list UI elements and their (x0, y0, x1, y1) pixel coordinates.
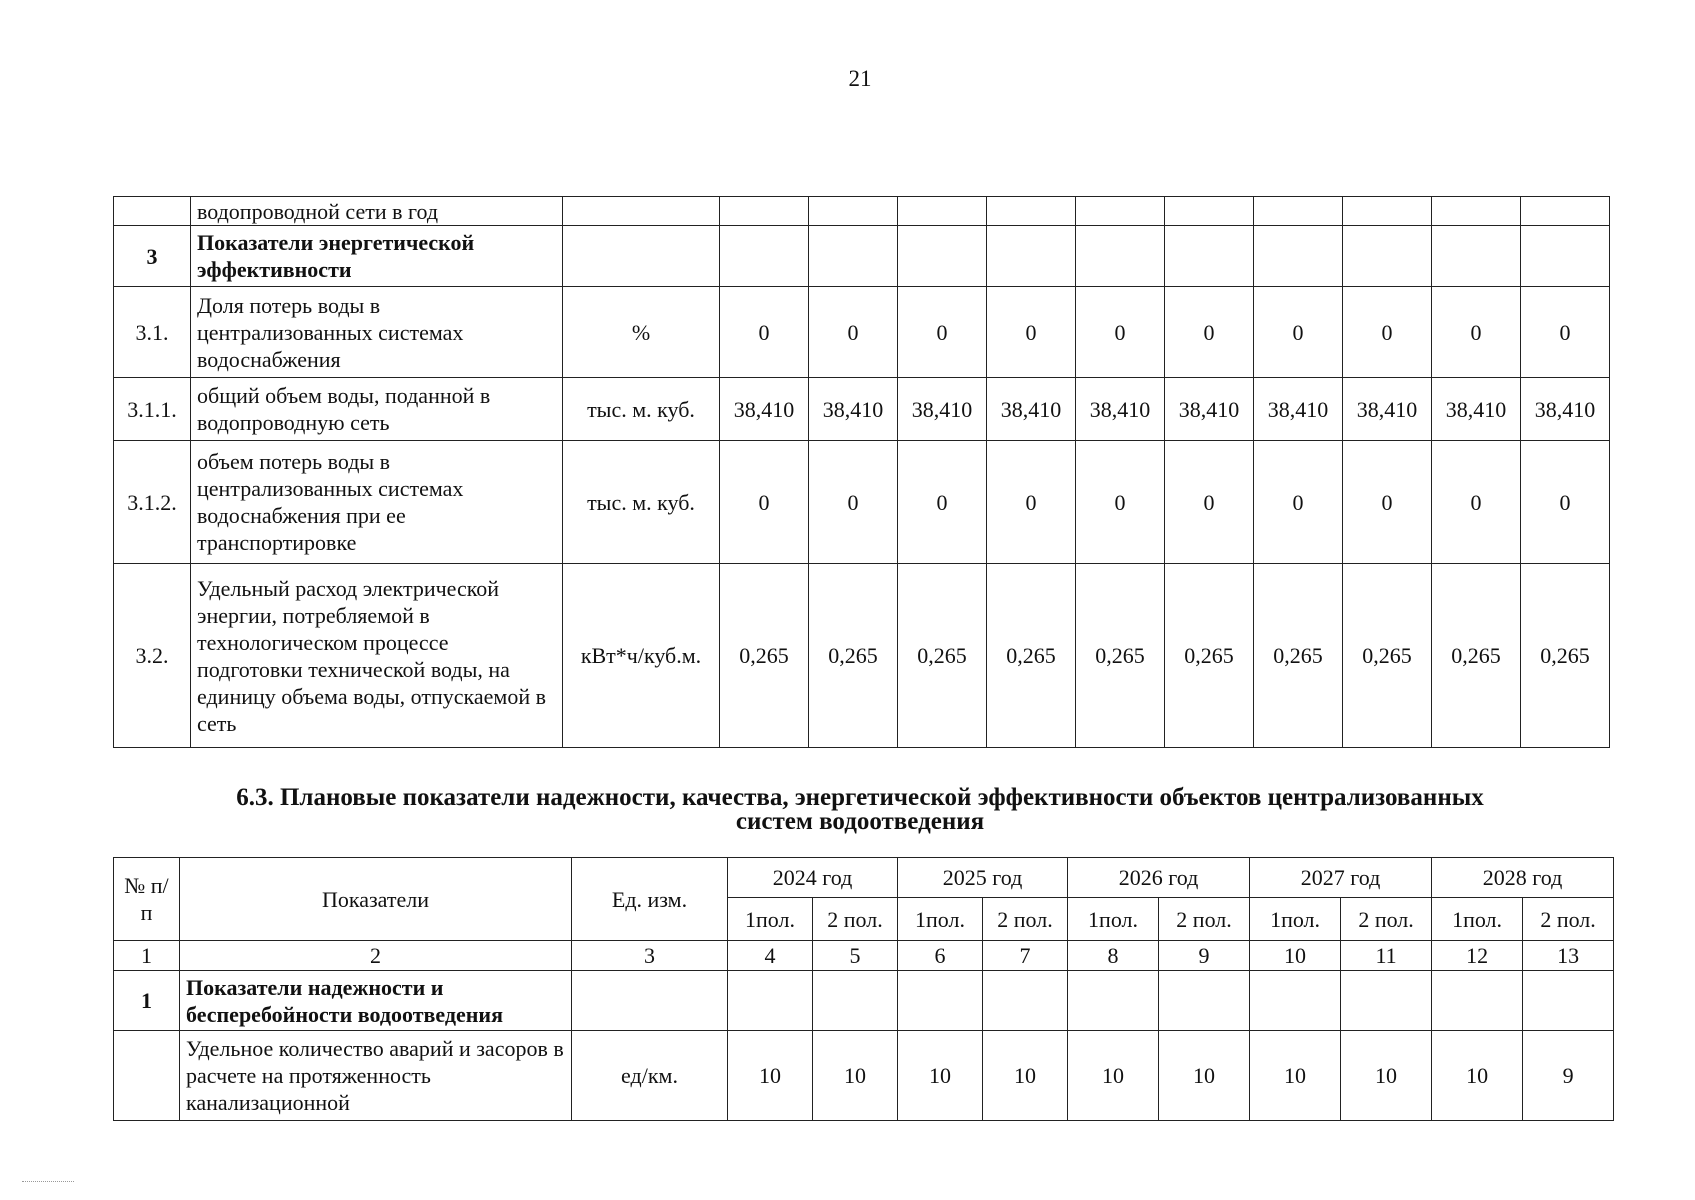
table-row (114, 441, 1610, 564)
value-cell (1432, 197, 1521, 226)
wastewater-indicators-table (113, 857, 1614, 1121)
indicator-name: объем потерь воды в централизованных системах водоснабжения при ее транспортировке (191, 441, 563, 564)
table-row (114, 378, 1610, 441)
value-cell (1254, 226, 1343, 287)
value-cell: 10 (813, 1031, 898, 1121)
row-number (114, 1031, 180, 1121)
table-row (114, 971, 1614, 1031)
header-half: 2 пол. (983, 898, 1068, 941)
value-cell (720, 197, 809, 226)
row-number: 1 (114, 971, 180, 1031)
value-cell: 0,265 (1165, 564, 1254, 748)
value-cell (898, 197, 987, 226)
value-cell: 10 (1250, 1031, 1341, 1121)
value-cell: 10 (898, 1031, 983, 1121)
value-cell: 0 (1076, 441, 1165, 564)
header-row-years (114, 858, 1614, 898)
section-heading-line1: 6.3. Плановые показатели надежности, качества, энергетической эффективности объектов централизованных (236, 784, 1484, 811)
value-cell (809, 226, 898, 287)
value-cell: 0,265 (1432, 564, 1521, 748)
value-cell: 9 (1523, 1031, 1614, 1121)
indicator-name: Удельное количество аварий и засоров в расчете на протяженность канализационной (180, 1031, 572, 1121)
column-number: 2 (180, 941, 572, 971)
value-cell: 0 (1432, 441, 1521, 564)
value-cell: 0,265 (898, 564, 987, 748)
column-number-row (114, 941, 1614, 971)
value-cell: 0 (1254, 287, 1343, 378)
header-num: № п/п (114, 858, 180, 941)
table-row (114, 1031, 1614, 1121)
value-cell (1165, 226, 1254, 287)
column-number: 6 (898, 941, 983, 971)
value-cell (809, 197, 898, 226)
value-cell: 38,410 (1165, 378, 1254, 441)
value-cell: 10 (728, 1031, 813, 1121)
value-cell: 38,410 (1432, 378, 1521, 441)
column-number: 8 (1068, 941, 1159, 971)
value-cell: 0 (898, 287, 987, 378)
header-unit: Ед. изм. (572, 858, 728, 941)
header-year: 2026 год (1068, 858, 1250, 898)
column-number: 4 (728, 941, 813, 971)
value-cell: 0,265 (1254, 564, 1343, 748)
value-cell: 0 (987, 441, 1076, 564)
value-cell: 38,410 (987, 378, 1076, 441)
value-cell: 10 (983, 1031, 1068, 1121)
value-cell (1343, 197, 1432, 226)
value-cell: 38,410 (809, 378, 898, 441)
header-half: 2 пол. (1159, 898, 1250, 941)
value-cell: 0 (1165, 287, 1254, 378)
value-cell: 0 (809, 441, 898, 564)
value-cell: 38,410 (1076, 378, 1165, 441)
value-cell (1341, 971, 1432, 1031)
value-cell: 0,265 (809, 564, 898, 748)
value-cell: 10 (1068, 1031, 1159, 1121)
table-row (114, 564, 1610, 748)
value-cell (1159, 971, 1250, 1031)
value-cell: 10 (1432, 1031, 1523, 1121)
value-cell: 38,410 (1343, 378, 1432, 441)
value-cell: 0 (720, 441, 809, 564)
value-cell: 0 (1254, 441, 1343, 564)
scan-artifact (22, 1181, 74, 1182)
unit-cell: кВт*ч/куб.м. (563, 564, 720, 748)
header-half: 2 пол. (1341, 898, 1432, 941)
value-cell (1165, 197, 1254, 226)
value-cell: 38,410 (720, 378, 809, 441)
column-number: 5 (813, 941, 898, 971)
value-cell (1076, 197, 1165, 226)
value-cell: 0 (1076, 287, 1165, 378)
indicator-name: Показатели энергетической эффективности (191, 226, 563, 287)
header-year: 2027 год (1250, 858, 1432, 898)
unit-cell (563, 197, 720, 226)
value-cell: 0 (809, 287, 898, 378)
column-number: 12 (1432, 941, 1523, 971)
unit-cell (563, 226, 720, 287)
table-row (114, 287, 1610, 378)
value-cell: 0 (1165, 441, 1254, 564)
value-cell (813, 971, 898, 1031)
row-number (114, 197, 191, 226)
column-number: 11 (1341, 941, 1432, 971)
value-cell: 0 (1521, 441, 1610, 564)
row-number: 3.1.2. (114, 441, 191, 564)
indicator-name: Удельный расход электрической энергии, потребляемой в технологическом процессе подготовки технической воды, на единицу объема воды, отпускаемой в сеть (191, 564, 563, 748)
table-row (114, 226, 1610, 287)
value-cell (987, 226, 1076, 287)
header-year: 2024 год (728, 858, 898, 898)
value-cell: 0 (720, 287, 809, 378)
value-cell (1432, 971, 1523, 1031)
value-cell: 0 (1432, 287, 1521, 378)
column-number: 10 (1250, 941, 1341, 971)
row-number: 3.2. (114, 564, 191, 748)
column-number: 3 (572, 941, 728, 971)
value-cell (898, 971, 983, 1031)
header-half: 2 пол. (813, 898, 898, 941)
table-row (114, 197, 1610, 226)
header-half: 2 пол. (1523, 898, 1614, 941)
value-cell: 0 (1343, 287, 1432, 378)
value-cell (898, 226, 987, 287)
value-cell (987, 197, 1076, 226)
column-number: 7 (983, 941, 1068, 971)
unit-cell: тыс. м. куб. (563, 378, 720, 441)
value-cell: 0,265 (720, 564, 809, 748)
value-cell (1250, 971, 1341, 1031)
value-cell: 0 (1343, 441, 1432, 564)
indicator-name: водопроводной сети в год (191, 197, 563, 226)
water-supply-indicators-table (113, 196, 1610, 748)
header-half: 1пол. (728, 898, 813, 941)
indicator-name: общий объем воды, поданной в водопроводную сеть (191, 378, 563, 441)
value-cell: 38,410 (1254, 378, 1343, 441)
header-half: 1пол. (898, 898, 983, 941)
unit-cell: тыс. м. куб. (563, 441, 720, 564)
value-cell: 0,265 (1343, 564, 1432, 748)
section-heading (120, 786, 1600, 834)
header-half: 1пол. (1432, 898, 1523, 941)
value-cell (1521, 226, 1610, 287)
column-number: 9 (1159, 941, 1250, 971)
value-cell: 0 (1521, 287, 1610, 378)
header-year: 2025 год (898, 858, 1068, 898)
value-cell (1432, 226, 1521, 287)
header-indicator: Показатели (180, 858, 572, 941)
value-cell (1068, 971, 1159, 1031)
value-cell: 0,265 (1521, 564, 1610, 748)
header-year: 2028 год (1432, 858, 1614, 898)
row-number: 3.1.1. (114, 378, 191, 441)
column-number: 13 (1523, 941, 1614, 971)
value-cell (720, 226, 809, 287)
indicator-name: Доля потерь воды в централизованных системах водоснабжения (191, 287, 563, 378)
value-cell: 38,410 (898, 378, 987, 441)
value-cell (983, 971, 1068, 1031)
value-cell (1076, 226, 1165, 287)
header-half: 1пол. (1250, 898, 1341, 941)
value-cell (1521, 197, 1610, 226)
value-cell: 10 (1159, 1031, 1250, 1121)
value-cell: 10 (1341, 1031, 1432, 1121)
value-cell (1343, 226, 1432, 287)
row-number: 3.1. (114, 287, 191, 378)
value-cell (1523, 971, 1614, 1031)
header-half: 1пол. (1068, 898, 1159, 941)
value-cell (728, 971, 813, 1031)
unit-cell: ед/км. (572, 1031, 728, 1121)
value-cell: 0,265 (1076, 564, 1165, 748)
page-number: 21 (848, 66, 872, 91)
value-cell: 38,410 (1521, 378, 1610, 441)
row-number: 3 (114, 226, 191, 287)
section-heading-line2: систем водоотведения (735, 808, 985, 835)
value-cell (1254, 197, 1343, 226)
unit-cell: % (563, 287, 720, 378)
column-number: 1 (114, 941, 180, 971)
unit-cell (572, 971, 728, 1031)
indicator-name: Показатели надежности и бесперебойности водоотведения (180, 971, 572, 1031)
value-cell: 0 (898, 441, 987, 564)
value-cell: 0,265 (987, 564, 1076, 748)
value-cell: 0 (987, 287, 1076, 378)
